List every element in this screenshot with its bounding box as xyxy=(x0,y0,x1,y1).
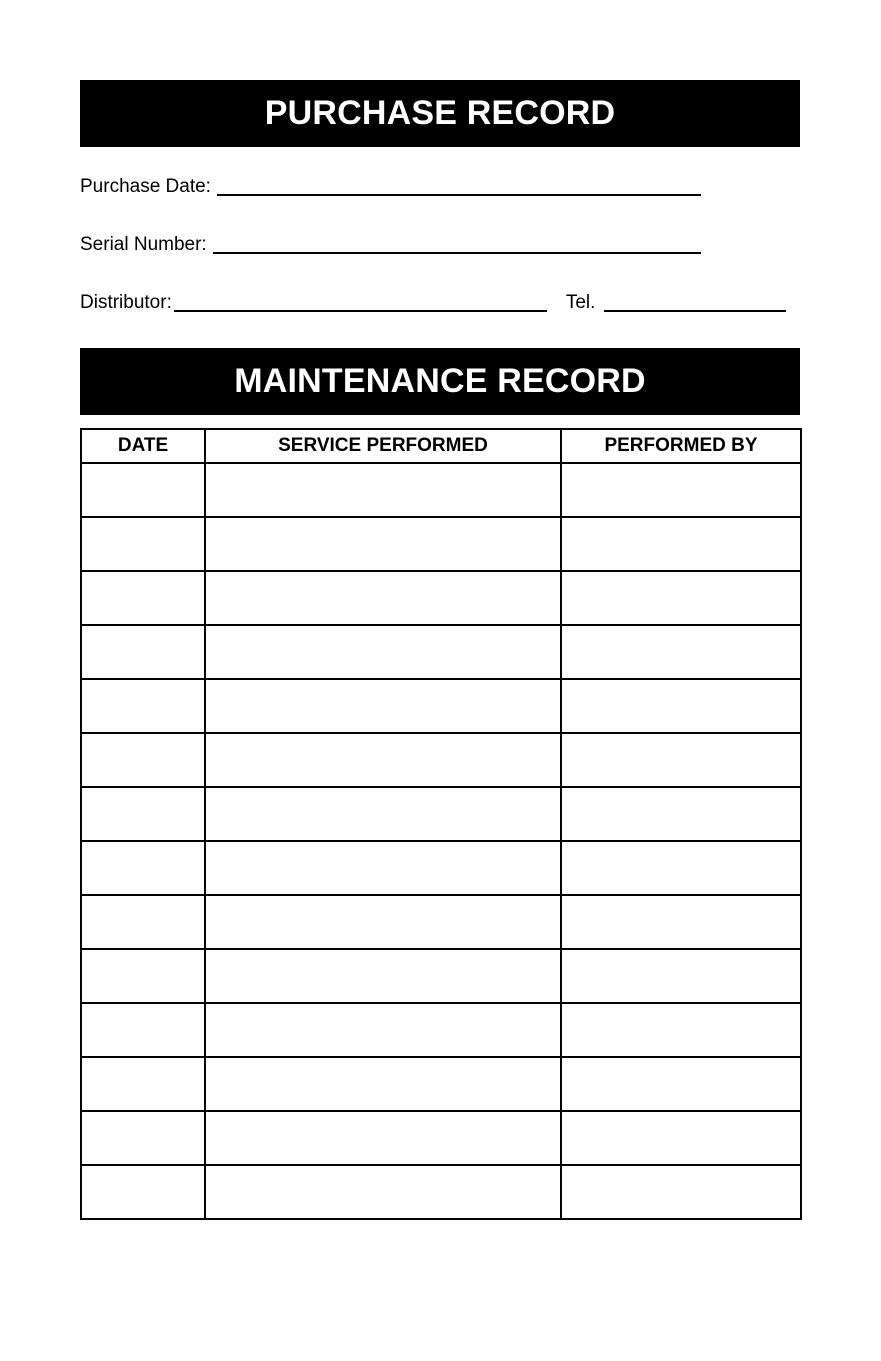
tel-label: Tel. xyxy=(565,292,596,313)
performed-by-cell[interactable] xyxy=(561,1057,801,1111)
service-performed-cell[interactable] xyxy=(205,841,561,895)
table-row xyxy=(81,517,801,571)
performed-by-cell[interactable] xyxy=(561,517,801,571)
service-performed-cell[interactable] xyxy=(205,463,561,517)
distributor-line[interactable] xyxy=(174,310,547,312)
maintenance-table xyxy=(80,428,802,1220)
service-performed-cell[interactable] xyxy=(205,787,561,841)
distributor-field xyxy=(80,286,800,314)
date-cell[interactable] xyxy=(81,463,205,517)
serial-number-field xyxy=(80,228,701,256)
date-cell[interactable] xyxy=(81,679,205,733)
service-performed-cell[interactable] xyxy=(205,949,561,1003)
performed-by-cell[interactable] xyxy=(561,679,801,733)
performed-by-cell[interactable] xyxy=(561,625,801,679)
purchase-date-field xyxy=(80,170,701,198)
date-cell[interactable] xyxy=(81,787,205,841)
date-cell[interactable] xyxy=(81,1057,205,1111)
purchase-date-label: Purchase Date: xyxy=(80,176,211,197)
performed-by-cell[interactable] xyxy=(561,787,801,841)
table-row xyxy=(81,679,801,733)
performed-by-cell[interactable] xyxy=(561,895,801,949)
table-row xyxy=(81,895,801,949)
maintenance-record-heading: MAINTENANCE RECORD xyxy=(80,348,800,415)
performed-by-cell[interactable] xyxy=(561,1165,801,1219)
service-performed-cell[interactable] xyxy=(205,733,561,787)
service-performed-cell[interactable] xyxy=(205,517,561,571)
performed-by-cell[interactable] xyxy=(561,1111,801,1165)
purchase-record-heading: PURCHASE RECORD xyxy=(80,80,800,147)
distributor-label: Distributor: xyxy=(80,292,172,313)
date-cell[interactable] xyxy=(81,841,205,895)
table-row xyxy=(81,733,801,787)
performed-by-cell[interactable] xyxy=(561,733,801,787)
date-cell[interactable] xyxy=(81,895,205,949)
performed-by-cell[interactable] xyxy=(561,571,801,625)
maintenance-table-body xyxy=(81,463,801,1219)
service-performed-cell[interactable] xyxy=(205,625,561,679)
service-performed-cell[interactable] xyxy=(205,1111,561,1165)
service-performed-cell[interactable] xyxy=(205,895,561,949)
table-row xyxy=(81,841,801,895)
performed-by-cell[interactable] xyxy=(561,1003,801,1057)
tel-line[interactable] xyxy=(604,310,786,312)
date-cell[interactable] xyxy=(81,625,205,679)
performed-by-cell[interactable] xyxy=(561,949,801,1003)
serial-number-label: Serial Number: xyxy=(80,234,207,255)
table-row xyxy=(81,949,801,1003)
purchase-date-line[interactable] xyxy=(217,194,701,196)
date-cell[interactable] xyxy=(81,949,205,1003)
date-cell[interactable] xyxy=(81,571,205,625)
table-row xyxy=(81,1165,801,1219)
table-row xyxy=(81,625,801,679)
performed-by-cell[interactable] xyxy=(561,841,801,895)
date-cell[interactable] xyxy=(81,733,205,787)
service-performed-cell[interactable] xyxy=(205,679,561,733)
performed-by-cell[interactable] xyxy=(561,463,801,517)
table-row xyxy=(81,463,801,517)
date-cell[interactable] xyxy=(81,1111,205,1165)
table-row xyxy=(81,787,801,841)
table-row xyxy=(81,571,801,625)
service-performed-column-header: SERVICE PERFORMED xyxy=(205,429,561,463)
date-cell[interactable] xyxy=(81,1003,205,1057)
table-row xyxy=(81,1111,801,1165)
table-row xyxy=(81,1003,801,1057)
serial-number-line[interactable] xyxy=(213,252,701,254)
service-performed-cell[interactable] xyxy=(205,1057,561,1111)
date-cell[interactable] xyxy=(81,517,205,571)
service-performed-cell[interactable] xyxy=(205,1165,561,1219)
table-row xyxy=(81,1057,801,1111)
date-column-header: DATE xyxy=(81,429,205,463)
service-performed-cell[interactable] xyxy=(205,1003,561,1057)
performed-by-column-header: PERFORMED BY xyxy=(561,429,801,463)
service-performed-cell[interactable] xyxy=(205,571,561,625)
table-header-row xyxy=(81,429,801,463)
date-cell[interactable] xyxy=(81,1165,205,1219)
